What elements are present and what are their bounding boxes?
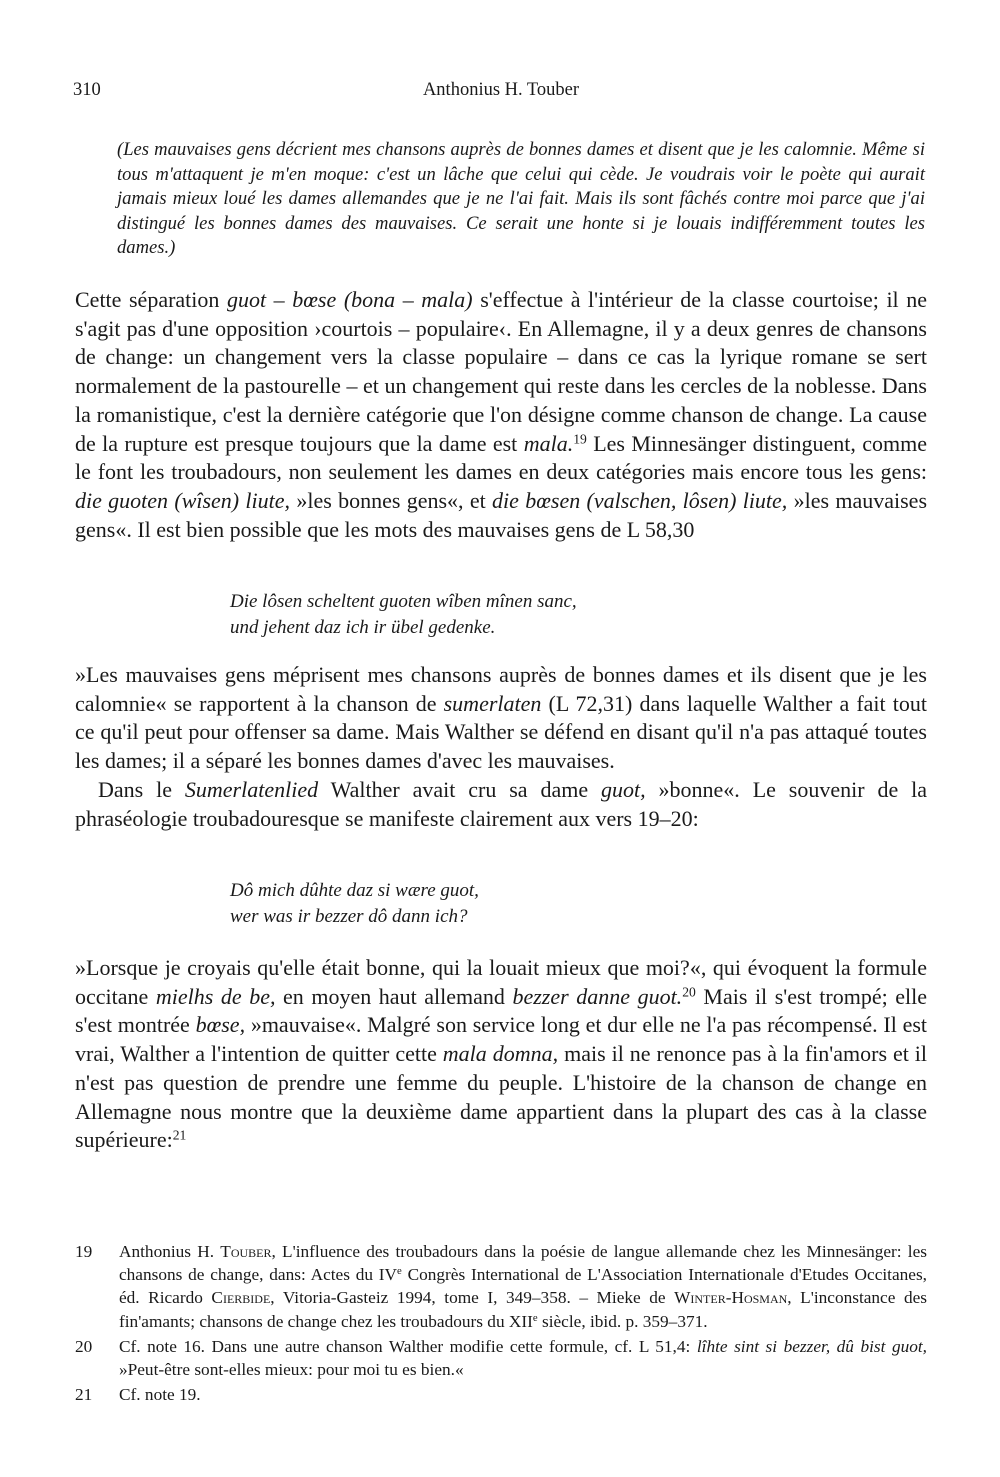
paragraph-1-block (75, 286, 927, 544)
quote-translation (117, 138, 925, 261)
text-run: Dans le (98, 776, 185, 802)
text-run: Cette séparation (75, 287, 227, 312)
italic-run: die bœsen (valschen, lôsen) liute, (492, 487, 788, 513)
text-run: Walther avait cru sa dame (318, 776, 602, 802)
text-run: Anthonius H. (119, 1242, 221, 1261)
footnote-ref: 20 (682, 984, 696, 1000)
text-run: (L 72,31) dans laquelle Walther a fait tout ce qu'il peut pour offenser sa dame. Mais Walther se défend en disant qu'il n'a pas attaqué toutes les dames; il a séparé les bonnes dames d'avec les mauvaises. (75, 690, 927, 774)
verse-line: Die lôsen scheltent guoten wîben mînen sanc, (230, 591, 577, 612)
text-run: Cf. note 19. (119, 1385, 201, 1405)
verse-quote-1 (230, 589, 830, 640)
text-run: mais il ne renonce pas à la fin'amors et il n'est pas question de prendre une femme du peuple. L'histoire de la chanson de change en Allemagne nous montre que la deuxième dame appartient dans la plupart des cas à la classe supérieure: (75, 1041, 928, 1153)
author-name: Winter-Hosman (674, 1288, 788, 1308)
footnotes (75, 1240, 927, 1408)
author-name: Touber (220, 1242, 272, 1261)
running-head: Anthonius H. Touber (422, 80, 580, 100)
italic-run: guot, (601, 776, 646, 802)
text-run: »les bonnes gens«, et (290, 487, 493, 513)
superscript: e (532, 1311, 538, 1324)
verse-line: Dô mich dûhte daz si wære guot, (230, 880, 479, 901)
page-number: 310 (73, 80, 101, 100)
verse-quote-2 (230, 878, 830, 929)
editor-name: Cierbide (211, 1288, 271, 1308)
footnote-number: 20 (75, 1336, 93, 1356)
paragraph-4-block (75, 954, 927, 1155)
italic-run: bœse, (195, 1012, 246, 1038)
verse-line: wer was ir bezzer dô dann ich? (230, 905, 468, 927)
text-run: Mais il s'est trompé; elle s'est montrée (75, 983, 928, 1038)
italic-run: mielhs de be, (155, 983, 276, 1009)
text-run: »Peut-être sont-elles mieux: pour moi tu es bien.« (119, 1360, 464, 1380)
italic-run: mala. (523, 430, 574, 456)
body-paragraph (75, 776, 927, 833)
body-paragraph (75, 661, 927, 776)
italic-run: die guoten (wîsen) liute, (75, 487, 291, 513)
text-run: siècle, ibid. p. 359–371. (537, 1311, 708, 1331)
text-run: , Vitoria-Gasteiz 1994, tome I, 349–358. – Mieke de (270, 1288, 675, 1308)
body-paragraph (75, 954, 927, 1155)
body-paragraph (75, 286, 927, 544)
footnote-ref: 19 (573, 431, 587, 447)
text-run: , L'inconstance des fin'amants; chansons de change chez les troubadours du XII (119, 1288, 927, 1331)
footnote-19 (75, 1240, 927, 1333)
page-header (73, 80, 929, 110)
text-run: »les mauvaises gens«. Il est bien possible que les mots des mauvaises gens de L 58,30 (75, 487, 928, 542)
quote-line: (Les mauvaises gens décrient mes chansons auprès de bonnes dames et disent que je les calomnie. (117, 139, 857, 160)
italic-run: mala domna, (442, 1041, 559, 1067)
quote-line: contre moi parce que j'ai distingué les bonnes dames des mauvaises. Ce serait une honte si je louais (117, 188, 925, 234)
footnote-20 (75, 1335, 927, 1381)
text-run: Cf. note 16. Dans une autre chanson Walther modifie cette formule, cf. L 51,4: (119, 1336, 697, 1356)
quote-line: poète qui aurait jamais mieux loué les dames allemandes que je ne l'ai fait. Mais ils sont fâchés (117, 163, 925, 210)
quote-line: indifféremment toutes les dames.) (117, 212, 925, 259)
text-run: Les Minnesänger distinguent, comme le font les troubadours, non seulement les dames en deux catégories mais encore tous les gens: (75, 430, 927, 485)
italic-run: Sumerlatenlied (184, 776, 319, 802)
italic-run: sumerlaten (443, 690, 542, 716)
text-run: »Lorsque je croyais qu'elle était bonne, qui la louait mieux que moi?«, qui évoquent la formule occitane (75, 955, 927, 1009)
footnote-number: 21 (75, 1385, 93, 1405)
text-run: en moyen haut allemand (275, 983, 513, 1009)
quote-line: Même si tous m'attaquent je m'en moque: c'est un lâche que celui qui cède. Je voudrais voir le (117, 139, 925, 185)
italic-run: bezzer danne guot. (512, 983, 683, 1009)
italic-run: lîhte sint si bezzer, dû bist guot, (696, 1336, 927, 1356)
superscript: e (397, 1265, 402, 1278)
italic-run: guot – bœse (bona – mala) (226, 287, 473, 312)
text-run: »Les mauvaises gens méprisent mes chansons auprès de bonnes dames et ils disent que je les calomnie« se rapportent à la chanson de (75, 662, 927, 716)
paragraph-2-block (75, 661, 927, 833)
text-run: s'effectue à l'intérieur de la classe courtoise; il ne s'agit pas d'une opposition ›courtois – populaire‹. En Allemagne, il y a deux genres de chansons de change: un changement vers la classe populaire – dans ce cas la lyrique romane se sert normalement de la pastourelle – et un changement qui reste dans les cercles de la noblesse. Dans la romanistique, c'est la dernière catégorie que l'on désigne comme chanson de change. La cause de la rupture est presque toujours que la dame est (75, 287, 927, 456)
footnote-number: 19 (75, 1242, 93, 1261)
text-run: »mauvaise«. Malgré son service long et dur elle ne l'a pas récompensé. Il est vrai, Walther a l'intention de quitter cette (75, 1012, 928, 1067)
footnote-ref: 21 (172, 1127, 187, 1143)
text-run: , L'influence des troubadours dans la poésie de langue allemande chez les Minnesänger: les chansons de change, dans: Actes du IV (119, 1242, 928, 1285)
footnote-21 (75, 1383, 927, 1406)
text-run: Congrès International de L'Association Internationale d'Etudes Occitanes, éd. Ricardo (119, 1265, 927, 1308)
verse-line: und jehent daz ich ir übel gedenke. (230, 616, 496, 638)
text-run: »bonne«. Le souvenir de la phraséologie troubadouresque se manifeste clairement aux vers 19–20: (75, 776, 928, 831)
